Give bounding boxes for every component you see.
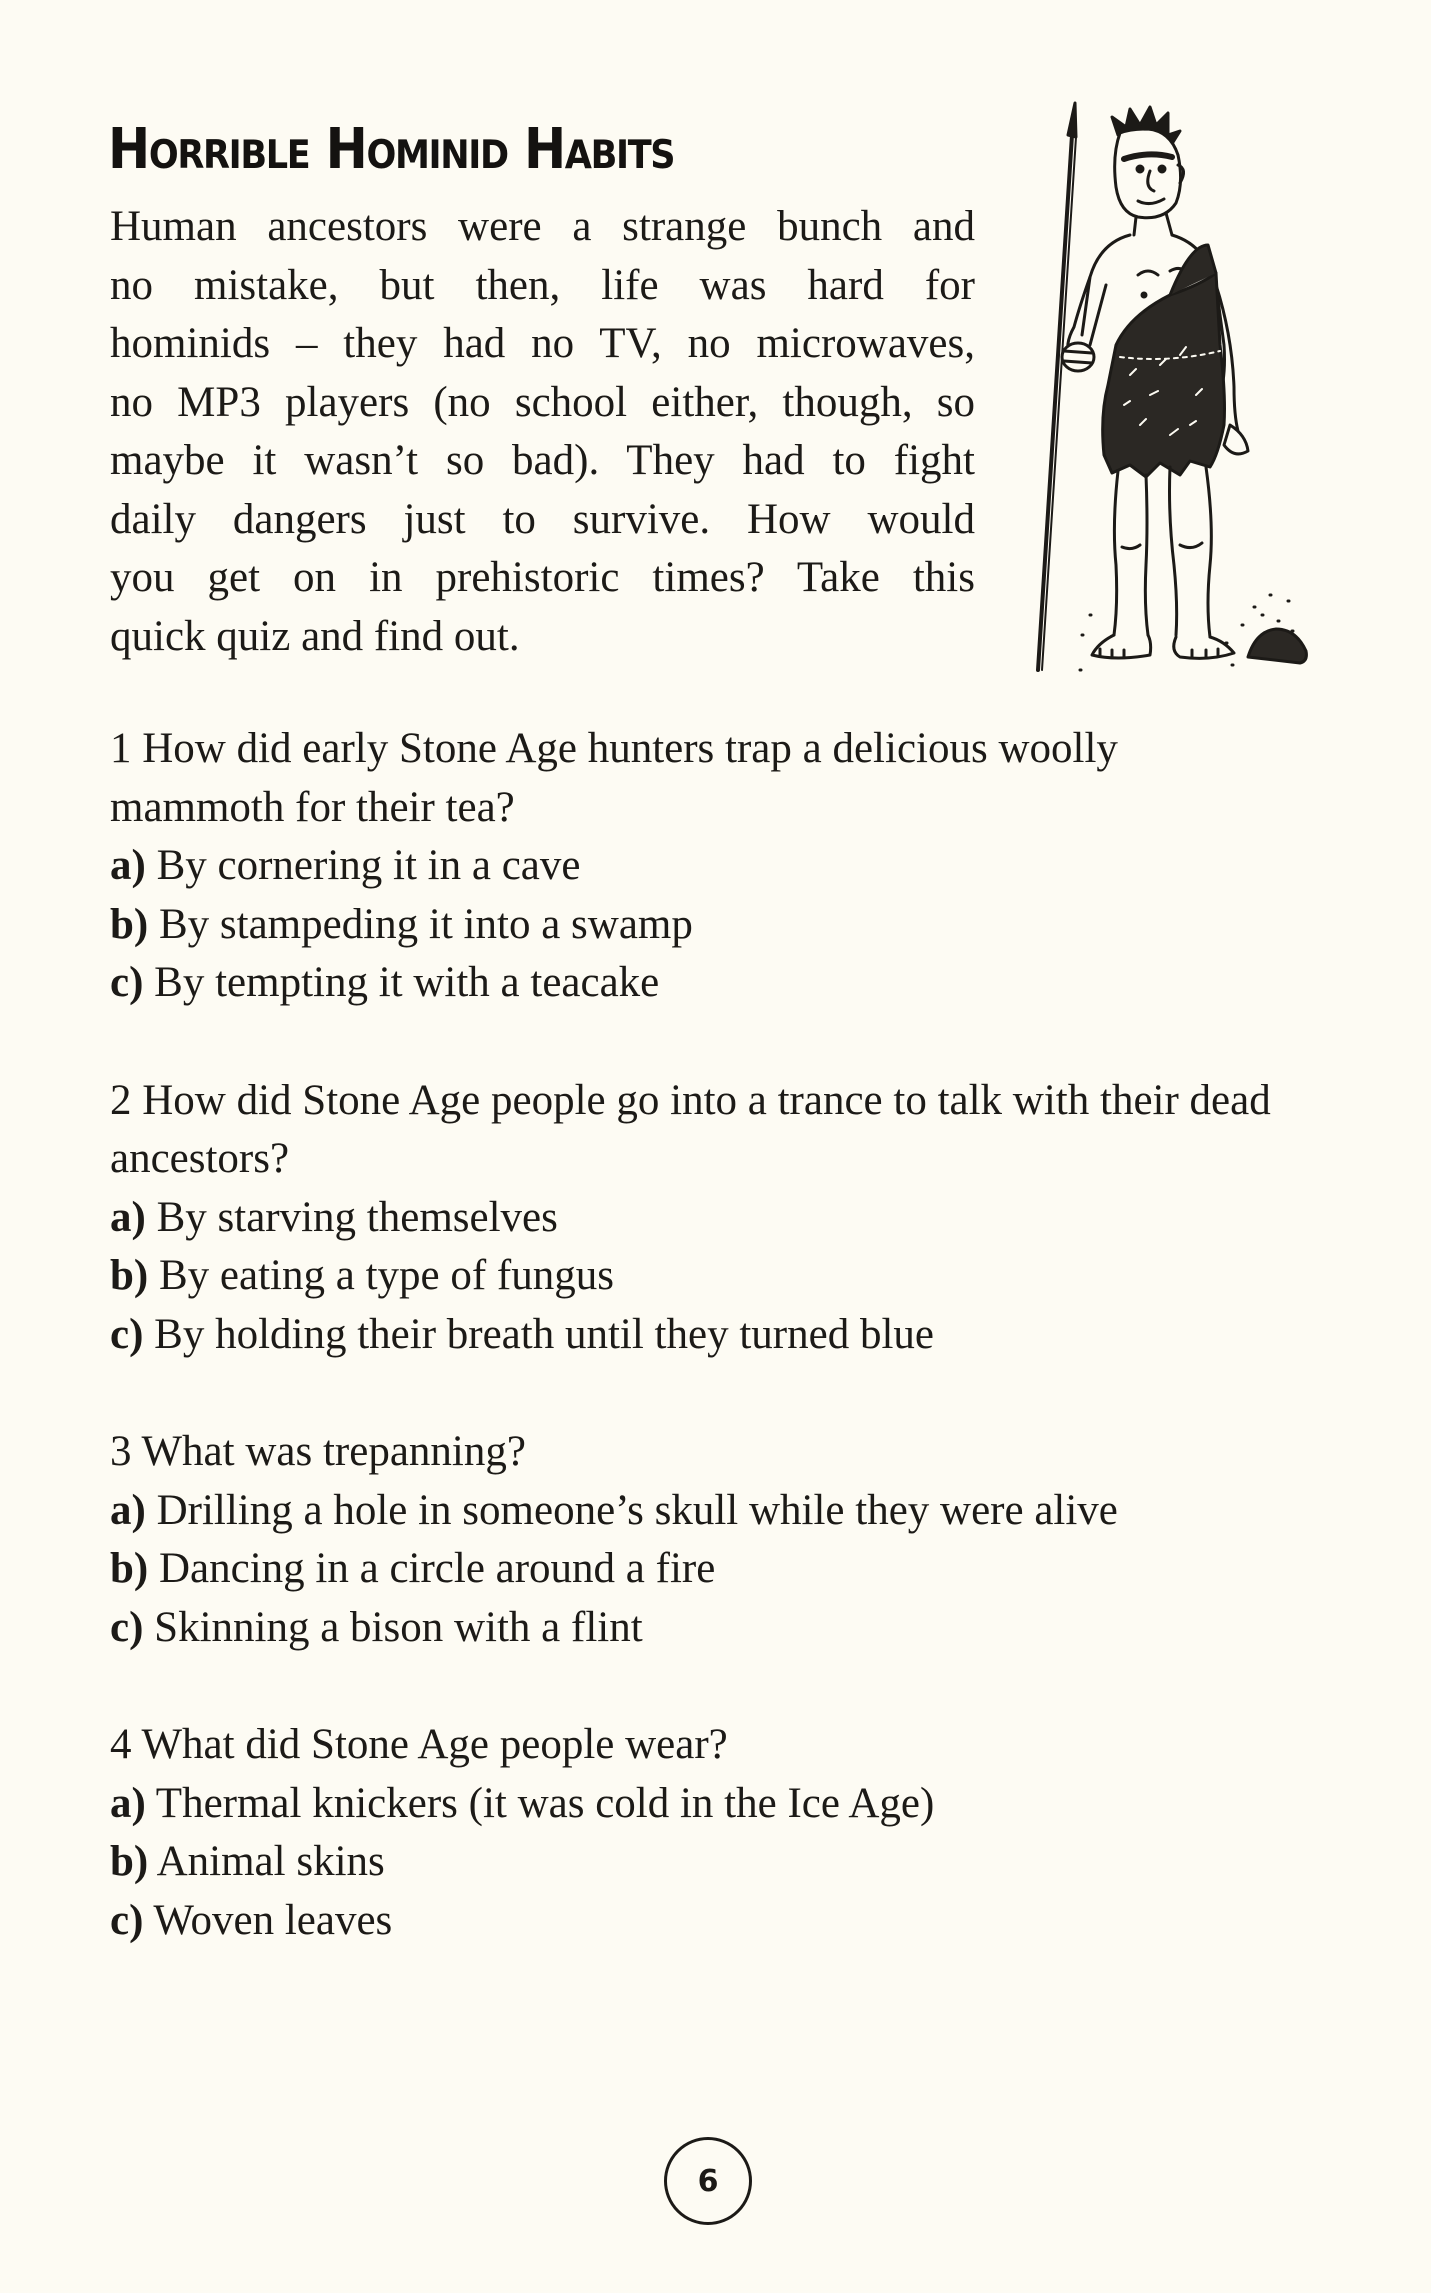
intro-line: maybe it wasn’t so bad). They had to fight [110, 437, 975, 484]
option-letter: c) [110, 1310, 144, 1358]
option-text: Thermal knickers (it was cold in the Ice Age) [145, 1779, 935, 1827]
option-letter: b) [110, 1252, 149, 1299]
option-letter: a) [110, 842, 146, 889]
question-text: 2 How did Stone Age people go into a trance to talk with their dead ancestors? [110, 1076, 1271, 1182]
option-text: By eating a type of fungus [148, 1252, 614, 1299]
option-letter: c) [110, 1896, 144, 1944]
answer-option [110, 837, 1290, 896]
intro-line: Human ancestors were a strange bunch and [110, 203, 975, 250]
answer-option [110, 896, 1290, 955]
option-text: Woven leaves [143, 1896, 393, 1944]
option-text: By starving themselves [145, 1193, 558, 1241]
page-title: Horrible Hominid Habits [108, 117, 675, 182]
option-text: By stampeding it into a swamp [148, 900, 693, 948]
intro-line: no MP3 players (no school either, though, so [110, 378, 975, 426]
option-letter: a) [110, 1486, 146, 1534]
option-letter: a) [110, 1193, 146, 1241]
answer-option [110, 1599, 1290, 1658]
answer-option [110, 1306, 1290, 1365]
option-letter: a) [110, 1779, 146, 1827]
quiz-question [110, 1072, 1290, 1365]
question-text: 1 How did early Stone Age hunters trap a delicious woolly mammoth for their tea? [110, 725, 1118, 831]
question-text: 4 What did Stone Age people wear? [110, 1721, 728, 1768]
answer-option [110, 1247, 1290, 1306]
option-text: Animal skins [148, 1838, 385, 1885]
caveman-with-spear-icon [1020, 95, 1320, 685]
option-letter: b) [110, 900, 149, 948]
answer-option [110, 1540, 1290, 1599]
intro-line: quick quiz and find out. [110, 612, 520, 660]
quiz-question [110, 1716, 1290, 1950]
answer-option [110, 1833, 1290, 1892]
quiz-question [110, 720, 1290, 1013]
answer-option [110, 1892, 1290, 1951]
option-text: Skinning a bison with a flint [143, 1603, 643, 1651]
option-text: Dancing in a circle around a fire [148, 1545, 716, 1592]
option-text: By holding their breath until they turned blue [143, 1310, 934, 1358]
intro-line: daily dangers just to survive. How would [110, 495, 975, 543]
page-number: 6 [664, 2137, 752, 2225]
quiz [110, 720, 1290, 2009]
intro-paragraph [110, 198, 975, 666]
answer-option [110, 1482, 1290, 1541]
answer-option [110, 1189, 1290, 1248]
option-text: By cornering it in a cave [145, 842, 581, 889]
option-letter: b) [110, 1545, 149, 1592]
quiz-question [110, 1423, 1290, 1657]
option-text: Drilling a hole in someone’s skull while they were alive [145, 1486, 1118, 1534]
option-letter: c) [110, 1603, 144, 1651]
answer-option [110, 954, 1290, 1013]
intro-line: you get on in prehistoric times? Take this [110, 554, 975, 601]
option-letter: b) [110, 1838, 149, 1885]
option-letter: c) [110, 959, 144, 1006]
option-text: By tempting it with a teacake [143, 959, 660, 1006]
question-text: 3 What was trepanning? [110, 1428, 526, 1475]
intro-line: hominids – they had no TV, no microwaves, [110, 320, 975, 367]
answer-option [110, 1775, 1290, 1834]
intro-line: no mistake, but then, life was hard for [110, 261, 975, 309]
